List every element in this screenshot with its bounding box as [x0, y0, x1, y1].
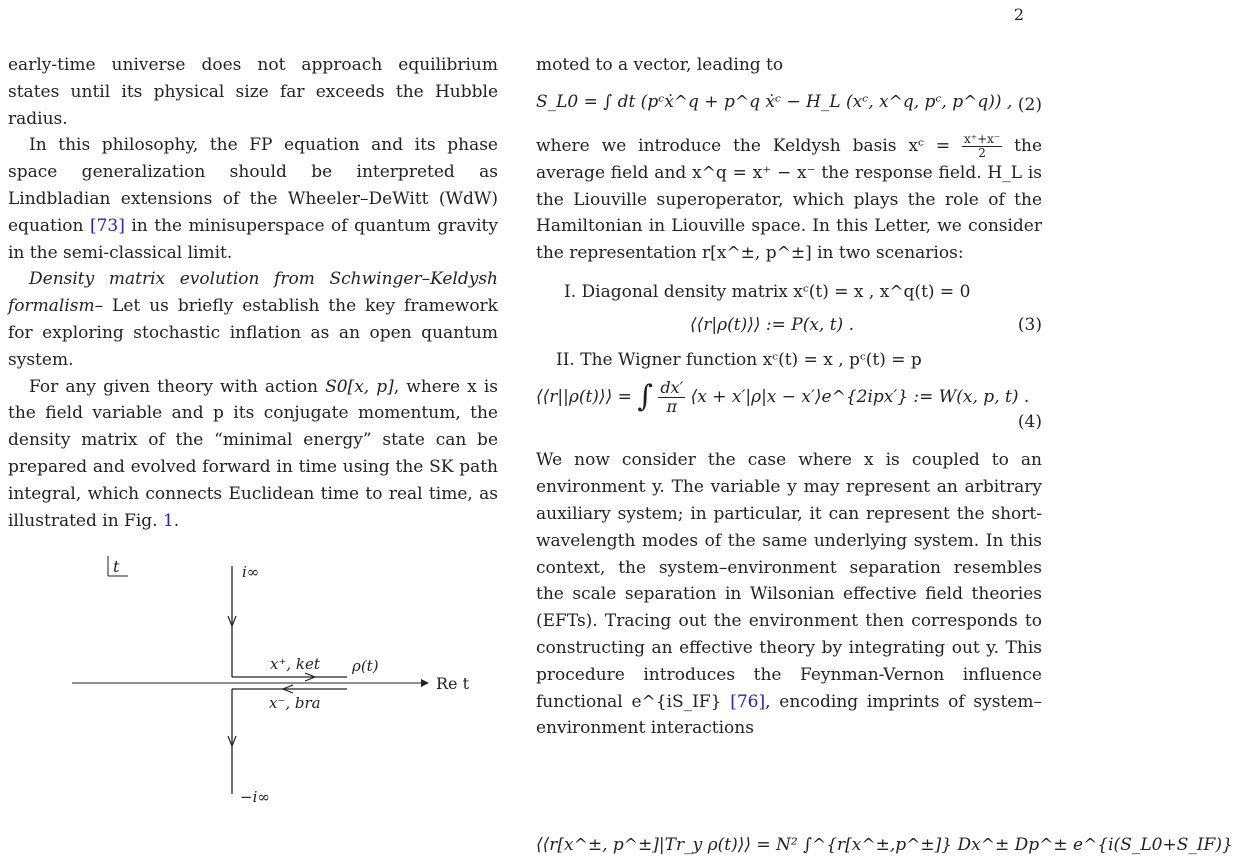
section-title: Density matrix evolution from Schwinger–Keldysh formalism–	[8, 269, 498, 317]
equation-2	[536, 79, 1042, 133]
fraction-dx-pi: $\frac{dx'}{\pi}$	[660, 378, 684, 417]
case-1: I. Diagonal density matrix xᶜ(t) = x , x^q(t) = 0	[564, 281, 971, 302]
citation-73[interactable]: [73]	[89, 215, 125, 236]
paragraph-keldysh: where we introduce the Keldysh basis xᶜ = $\frac{x^++x^-}{2}$ the average field and x^q = x⁺ − x⁻ the response field. H_L is the Liouville superoperator, which plays the role of the Hamiltonian in Liouville space. In this Letter, we consider the representation r[x^±, p^±] in two scenarios:	[536, 131, 1042, 264]
case-2: II. The Wigner function xᶜ(t) = x , pᶜ(t) = p	[556, 349, 922, 370]
equation-4-body: ⟨⟨r||ρ(t)⟩⟩ = ∫ $\frac{dx'}{\pi}$ ⟨x + x′|ρ|x − x′⟩e^{2ipx′} := W(x, p, t) .	[536, 378, 1030, 417]
fraction-average-field: $\frac{x^++x^-}{2}$	[963, 131, 1001, 160]
paragraph-1: early-time universe does not approach equilibrium states until its physical size far exceeds the Hubble radius.	[8, 55, 498, 129]
paragraph-environment: We now consider the case where x is coupled to an environment y. The variable y may represent an arbitrary auxiliary system; in particular, it can represent the short-wavelength modes of the same underlying system. In this context, the system–environment separation resembles the scale separation in Wilsonian effective field theories (EFTs). Tracing out the environment then corresponds to constructing an effective theory by integrating out y. This procedure introduces the Feynman-Vernon influence functional e^{iS_IF} [76], encoding imprints of system–environment interactions	[536, 450, 1042, 739]
equation-2-body: S_L0 = ∫ dt (pᶜẋ^q + p^q ẋᶜ − H_L (xᶜ, x^q, pᶜ, p^q)) ,	[536, 91, 1013, 112]
rho-label: ρ(t)	[352, 657, 379, 675]
equation-3-body: ⟨⟨r|ρ(t)⟩⟩ := P(x, t) .	[690, 314, 854, 335]
equation-4	[536, 373, 1042, 437]
re-t-label: Re t	[436, 674, 470, 693]
equation-3-number: (3)	[1017, 314, 1042, 335]
equation-4-number: (4)	[1017, 412, 1042, 433]
top-label: i∞	[242, 563, 260, 581]
paragraph-moted: moted to a vector, leading to	[536, 55, 784, 75]
figure-ref[interactable]: 1	[162, 510, 174, 531]
page-number: 2	[1013, 5, 1024, 24]
citation-76[interactable]: [76]	[730, 691, 766, 712]
right-column	[536, 52, 1042, 742]
paragraph-3: Density matrix evolution from Schwinger–Keldysh formalism– Let us briefly establish the key framework for exploring stochastic inflation as an open quantum system.	[8, 269, 498, 370]
paragraph-4: For any given theory with action S0[x, p], where x is the field variable and p its conjugate momentum, the density matrix of the “minimal energy” state can be prepared and evolved forward in time using the SK path integral, which connects Euclidean time to real time, as illustrated in Fig. 1.	[8, 376, 498, 531]
t-label: t	[113, 557, 120, 576]
clipped-equation: ⟨⟨r[x^±, p^±]|Tr_y ρ(t)⟩⟩ = N² ∫^{r[x^±,p^±]} Dx^± Dp^± e^{i(S_L0+S_IF)}	[536, 835, 1233, 855]
bottom-label: −i∞	[240, 788, 270, 806]
paragraph-2: In this philosophy, the FP equation and its phase space generalization should be interpreted as Lindbladian extensions of the Wheeler–DeWitt (WdW) equation [73] in the minisuperspace of quantum gravity in the semi-classical limit.	[8, 135, 498, 263]
bra-label: x⁻, bra	[269, 694, 321, 712]
equation-2-number: (2)	[1017, 94, 1042, 115]
contour-figure	[60, 548, 480, 818]
ket-label: x⁺, ket	[270, 655, 320, 673]
left-column	[8, 52, 498, 534]
equation-3	[536, 312, 1042, 339]
